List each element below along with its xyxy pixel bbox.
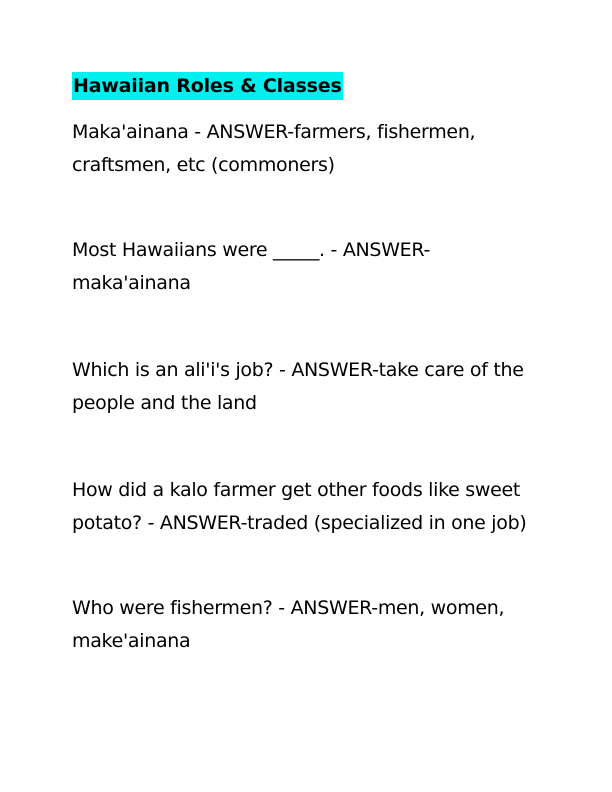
- qa-item: Who were fishermen? - ANSWER-men, women, make'ainana: [72, 597, 505, 652]
- qa-item: How did a kalo farmer get other foods like sweet potato? - ANSWER-traded (specialized in one job): [72, 479, 527, 534]
- qa-item: Maka'ainana - ANSWER-farmers, fishermen, craftsmen, etc (commoners): [72, 121, 476, 176]
- document-title: Hawaiian Roles & Classes: [72, 72, 343, 100]
- qa-item: Which is an ali'i's job? - ANSWER-take care of the people and the land: [72, 359, 524, 414]
- qa-item: Most Hawaiians were _____. - ANSWER-maka'ainana: [72, 239, 431, 294]
- document-page: [72, 72, 542, 652]
